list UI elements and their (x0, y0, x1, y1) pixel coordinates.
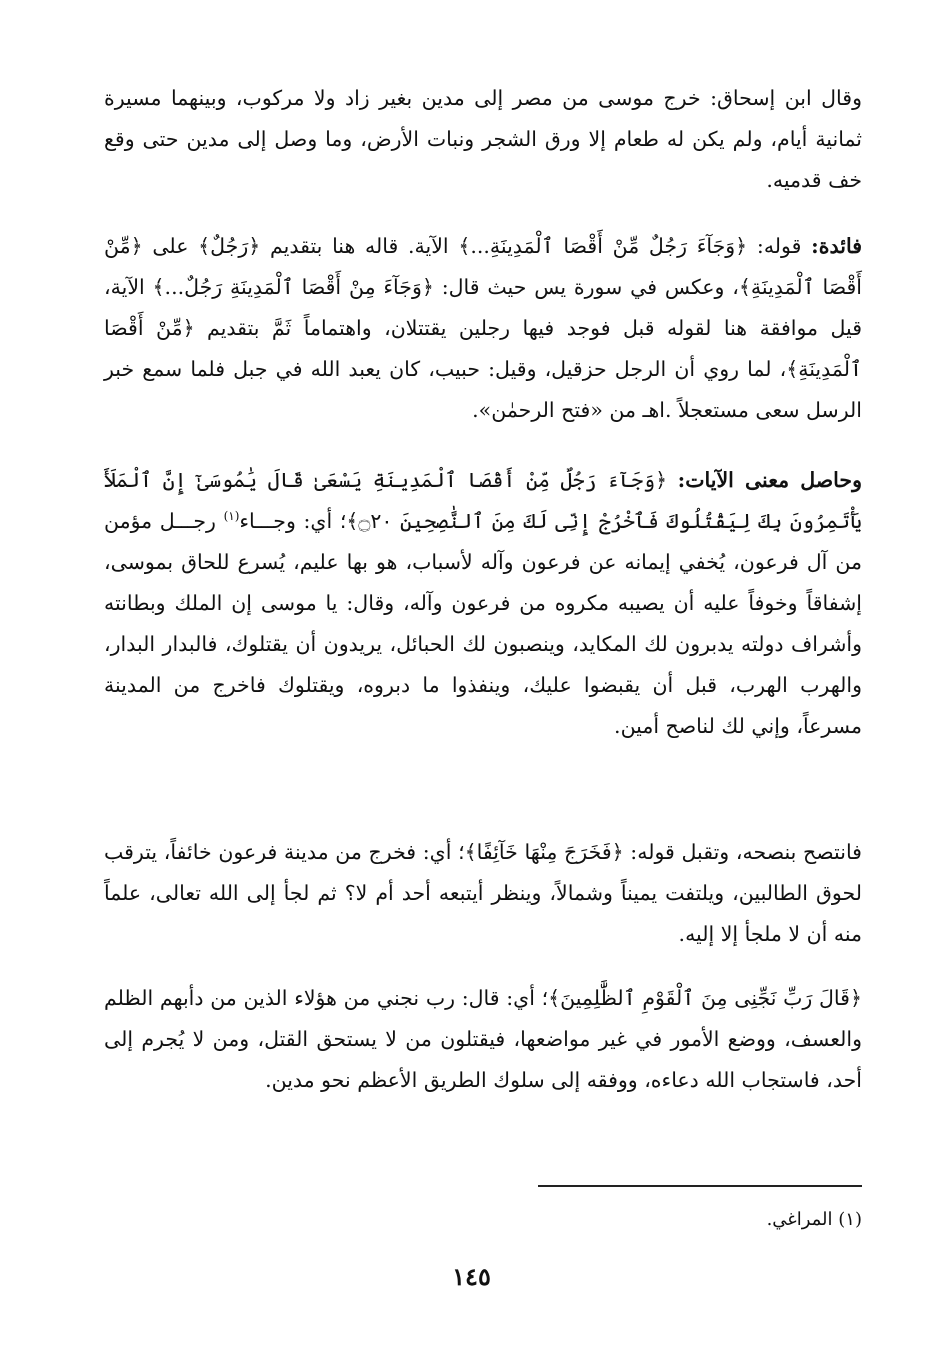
paragraph-text: قوله: ﴿وَجَآءَ رَجُلٌ مِّنْ أَقْصَا ٱلْمَدِينَةِ...﴾ الآية. قاله هنا بتقديم ﴿رَجُلٌ﴾ على ﴿مِّنْ أَقْصَا ٱلْمَدِينَةِ﴾، وعكس في سورة يس حيث قال: ﴿وَجَآءَ مِنْ أَقْصَا ٱلْمَدِينَةِ رَجُلٌ...﴾ الآية، قيل موافقة هنا لقوله قبل فوجد فيها رجلين يقتتلان، واهتماماً ثَمَّ بتقديم ﴿مِّنْ أَقْصَا ٱلْمَدِينَةِ﴾، لما روي أن الرجل حزقيل، وقيل: حبيب، كان يعبد الله في جبل فلما سمع خبر الرسل سعى مستعجلاً .اهـ من «فتح الرحمٰن». (104, 234, 862, 422)
faida-heading: فائدة: (811, 234, 862, 258)
summary-heading: وحاصل معنى الآيات: (677, 468, 862, 492)
paragraph-ibn-ishaq (104, 78, 862, 201)
footnote-divider (538, 1185, 862, 1187)
paragraph-departure (104, 832, 862, 955)
paragraph-summary (104, 460, 862, 747)
paragraph-text: ﴿قَالَ رَبِّ نَجِّنِى مِنَ ٱلْقَوْمِ ٱلظَّٰلِمِينَ﴾؛ أي: قال: رب نجني من هؤلاء الذين من دأبهم الظلم والعسف، ووضع الأمور في غير مواضعها، فيقتلون من لا يستحق القتل، ومن لا يُجرم إلى أحد، فاستجاب الله دعاءه، ووفقه إلى سلوك الطريق الأعظم نحو مدين. (104, 986, 862, 1092)
footnote-text: المراغي. (766, 1209, 833, 1230)
paragraph-text: رجـــل مؤمن من آل فرعون، يُخفي إيمانه عن فرعون وآله لأسباب، هو بها عليم، يُسرع للحاق بموسى، إشفاقاً وخوفاً عليه أن يصيبه مكروه من فرعون وآله، وقال: يا موسى إن الملك وبطانته وأشراف دولته يدبرون لك المكايد، وينصبون لك الحبائل، يريدون أن يقتلوك، فالبدار البدار، والهرب الهرب، قبل أن يقبضوا عليك، وينفذوا ما دبروه، ويقتلوك فاخرج من المدينة مسرعاً، وإني لك لناصح أمين. (104, 509, 862, 738)
paragraph-text: فانتصح بنصحه، وتقبل قوله: ﴿فَخَرَجَ مِنْهَا خَآئِفًا﴾؛ أي: فخرج من مدينة فرعون خائفاً، يترقب لحوق الطالبين، ويلتفت يميناً وشمالاً، وينظر أيتبعه أحد أم لا؟ ثم لجأ إلى الله تعالى، علماً منه أن لا ملجأ إلا إليه. (104, 840, 862, 946)
paragraph-faida (104, 226, 862, 431)
footnote-reference: (١) (223, 509, 240, 524)
paragraph-prayer (104, 978, 862, 1101)
paragraph-text: ﴿وَجَآءَ رَجُلٌ مِّنْ أَقْصَا ٱلْمَدِينَةِ يَسْعَىٰ قَالَ يَٰمُوسَىٰٓ إِنَّ ٱلْمَلَأَ يَأْتَمِرُونَ بِكَ لِيَقْتُلُوكَ فَٱخْرُجْ إِنِّى لَكَ مِنَ ٱلنَّٰصِحِينَ ۝٢٠﴾؛ أي: وجـــاء (104, 468, 862, 533)
paragraph-text: وقال ابن إسحاق: خرج موسى من مصر إلى مدين بغير زاد ولا مركوب، وبينهما مسيرة ثمانية أيام، ولم يكن له طعام إلا ورق الشجر ونبات الأرض، وما وصل إلى مدين حتى وقع خف قدميه. (104, 86, 862, 192)
page-number: ١٤٥ (452, 1262, 491, 1291)
footnote (104, 1204, 862, 1236)
footnote-marker: (١) (838, 1209, 862, 1230)
